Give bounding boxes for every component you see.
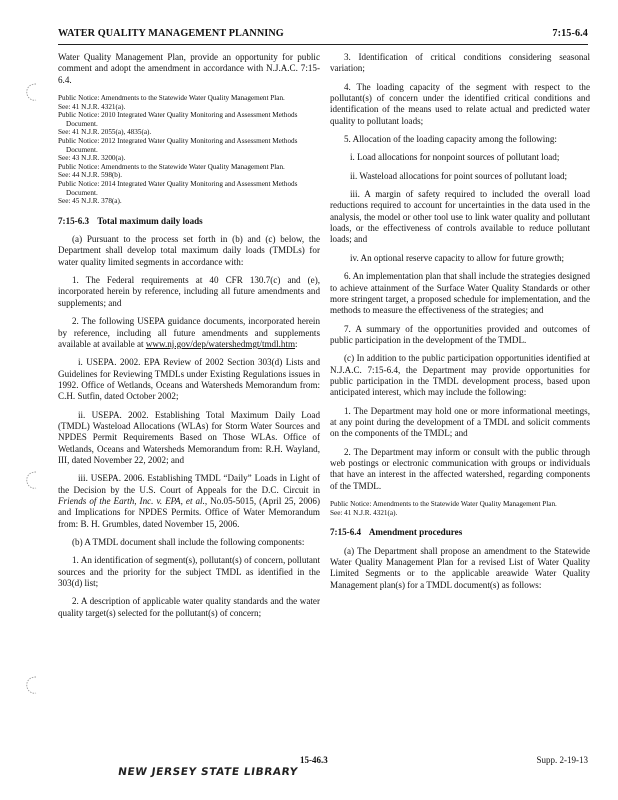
amendment-paragraph-a: (a) The Department shall propose an amendment to the Statewide Water Quality Management Plan for a revised List of Water Quality Limited Segments or to the applicable areawide Water Quality Management plan(s) for a TMDL document(s) as follows: <box>330 545 590 590</box>
section-heading-6-4 <box>330 527 590 538</box>
item-2-iii <box>58 473 320 530</box>
item-b3: 3. Identification of critical conditions considering seasonal variation; <box>330 52 590 74</box>
item-2-iii-text: iii. USEPA. 2006. Establishing TMDL “Daily” Loads in Light of the Decision by the U.S. Court of Appeals for the D.C. Circuit in <box>58 473 320 495</box>
section-title: Amendment procedures <box>368 527 463 538</box>
notice-line: Public Notice: Amendments to the Statewide Water Quality Management Plan. <box>330 500 557 508</box>
intro-paragraph: Water Quality Management Plan, provide an opportunity for public comment and adopt the amendment in accordance with N.J.A.C. 7:15-6.4. <box>58 52 320 85</box>
notice-line: See: 44 N.J.R. 598(b). <box>58 171 123 180</box>
item-b5-ii: ii. Wasteload allocations for point sources of pollutant load; <box>350 170 568 181</box>
paragraph-c: (c) In addition to the public participation opportunities identified at N.J.A.C. 7:15-6.4, the Department may provide opportunities for public participation in the TMDL development process, based upon anticipated interest, which may include the following: <box>330 353 590 398</box>
notice-line: Public Notice: 2012 Integrated Water Quality Monitoring and Assessment Methods Document. <box>58 137 298 154</box>
page-number: 15-46.3 <box>300 755 328 765</box>
notice-line: See: 41 N.J.R. 2055(a), 4835(a). <box>58 128 152 137</box>
item-2-end: : <box>295 338 298 349</box>
section-heading-6-3 <box>58 216 320 227</box>
item-2-iii-text-end: , No.05-5015, (April 25, 2006) and Implications for NPDES Permits. Office of Water Memorandum from: B. H. Grumbles, dated November 15, 2006. <box>58 495 320 529</box>
item-b5-iv: iv. An optional reserve capacity to allow for future growth; <box>350 252 565 263</box>
tmdl-link[interactable]: www.nj.gov/dep/watershedmgt/tmdl.htm <box>145 338 296 349</box>
header-section: 7:15-6.4 <box>552 28 588 39</box>
case-name: Friends of the Earth, Inc. v. EPA, et al. <box>58 495 205 506</box>
binder-hole-icon <box>24 470 40 490</box>
notice-line: See: 43 N.J.R. 3200(a). <box>58 154 126 163</box>
notice-line: Public Notice: 2010 Integrated Water Quality Monitoring and Assessment Methods Document. <box>58 111 298 128</box>
item-2-text: 2. The following USEPA guidance documents, incorporated herein by reference, including all future amendments and supplements available at available at <box>58 316 320 349</box>
header-title: WATER QUALITY MANAGEMENT PLANNING <box>58 28 284 39</box>
item-c1: 1. The Department may hold one or more informational meetings, at any point during the development of a TMDL and solicit comments on the components of the TMDL; and <box>330 405 590 439</box>
notice-line: See: 41 N.J.R. 4321(a). <box>58 102 126 111</box>
binder-hole-icon <box>24 82 40 102</box>
notice-line: Public Notice: Amendments to the Statewide Water Quality Management Plan. <box>58 162 285 171</box>
notice-line: See: 41 N.J.R. 4321(a). <box>330 508 398 517</box>
section-number: 7:15-6.3 <box>58 215 90 226</box>
binder-hole-icon <box>24 675 40 695</box>
section-title: Total maximum daily loads <box>97 215 203 226</box>
item-b4: 4. The loading capacity of the segment with respect to the pollutant(s) of concern under the identified critical conditions and identification of the means used to relate actual and predicted water quality to pollutant loads; <box>330 81 590 126</box>
item-1: 1. The Federal requirements at 40 CFR 130.7(c) and (e), incorporated herein by reference, including all future amendments and supplements; and <box>58 275 320 308</box>
item-b5: 5. Allocation of the loading capacity among the following: <box>344 134 557 145</box>
notice-line: Public Notice: 2014 Integrated Water Quality Monitoring and Assessment Methods Document. <box>58 179 298 197</box>
public-notices-right <box>330 500 590 517</box>
item-2-i: i. USEPA. 2002. EPA Review of 2002 Section 303(d) Lists and Guidelines for Reviewing TMDLs under Existing Regulations issues in 1992. Office of Wetlands, Oceans and Watersheds Memorandum from: C.H. Sutfin, dated October 2002; <box>58 357 320 402</box>
supplement-date: Supp. 2-19-13 <box>536 755 588 765</box>
paragraph-b: (b) A TMDL document shall include the following components: <box>72 537 305 547</box>
public-notices-left <box>58 94 320 206</box>
paragraph-a: (a) Pursuant to the process set forth in (b) and (c) below, the Department shall develop total maximum daily loads (TMDLs) for water quality limited segments in accordance with: <box>58 234 320 267</box>
item-b1: 1. An identification of segment(s), pollutant(s) of concern, pollutant sources and the priority for the subject TMDL as identified in the 303(d) list; <box>58 555 320 589</box>
item-2 <box>58 316 320 350</box>
library-stamp: NEW JERSEY STATE LIBRARY <box>117 766 299 778</box>
notice-line: See: 45 N.J.R. 378(a). <box>58 197 122 206</box>
section-number: 7:15-6.4 <box>330 527 362 538</box>
item-2-ii: ii. USEPA. 2002. Establishing Total Maximum Daily Load (TMDL) Wasteload Allocations (WLAs) for Storm Water Sources and NPDES Permit Requirements Based on Those WLAs. Office of Wetlands, Oceans and Watersheds Memorandum from: R.H. Wayland, III, dated November 22, 2002; and <box>58 409 320 465</box>
item-b5-iii: iii. A margin of safety required to included the overall load reductions required to account for uncertainties in the data used in the analysis, the model or other tool use to link water quality and pollutant loads, or the effectiveness of controls available to reduce pollutant loads; and <box>330 189 590 245</box>
item-b6: 6. An implementation plan that shall include the strategies designed to achieve attainment of the Surface Water Quality Standards or other more stringent target, a proposed schedule for implementation, and the methods to measure the effectiveness of the strategies; and <box>330 271 590 316</box>
running-header <box>58 28 588 42</box>
item-c2: 2. The Department may inform or consult with the public through web postings or electronic communication with groups or individuals that have an interest in the affected watershed, regarding components of the TMDL. <box>330 446 590 491</box>
item-b7: 7. A summary of the opportunities provided and outcomes of public participation in the development of the TMDL. <box>330 323 590 345</box>
notice-line: Public Notice: Amendments to the Statewide Water Quality Management Plan. <box>58 94 285 103</box>
item-b2: 2. A description of applicable water quality standards and the water quality target(s) selected for the pollutant(s) of concern; <box>58 596 320 618</box>
left-column <box>58 52 320 626</box>
header-rule <box>58 44 588 45</box>
right-column <box>330 52 590 598</box>
item-b5-i: i. Load allocations for nonpoint sources of pollutant load; <box>350 152 560 163</box>
